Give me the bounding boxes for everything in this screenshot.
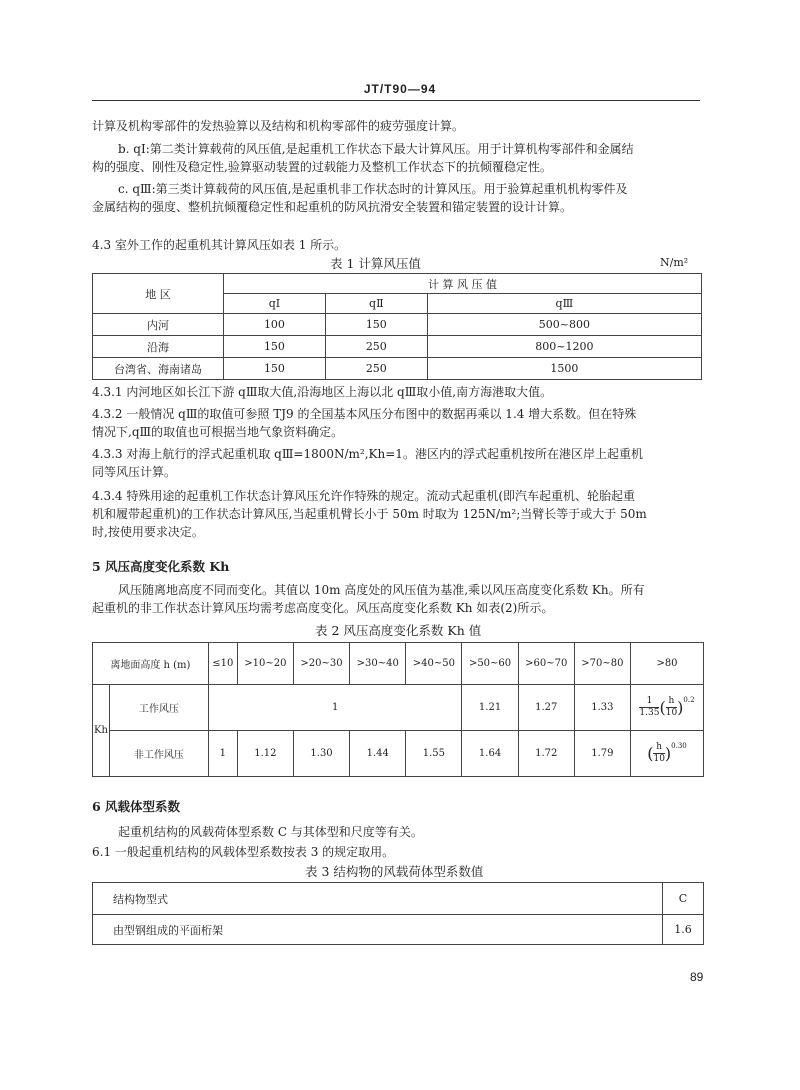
paragraph: 风压随离地高度不同而变化。其值以 10m 高度处的风压值为基准,乘以风压高度变化系数 Kh。所有 — [118, 583, 645, 597]
table3-cell: 1.6 — [663, 915, 704, 945]
clause-6-1: 6.1 一般起重机结构的风载体型系数按表 3 的规定取用。 — [92, 845, 395, 859]
table2-row-work: 工作风压 — [110, 685, 209, 731]
table2-caption: 表 2 风压高度变化系数 Kh 值 — [315, 623, 482, 638]
table1-col-q3: qⅢ — [427, 294, 701, 314]
table2-corner: 离地面高度 h (m) — [93, 643, 209, 685]
table1-cell: 150 — [224, 358, 326, 380]
clause-4-3-4-cont: 机和履带起重机)的工作状态计算风压,当起重机臂长小于 50m 时取为 125N/m²;当臂长等于或大于 50m — [92, 507, 647, 521]
table2-cell: 1.79 — [574, 731, 630, 777]
table2-cell: 1.30 — [293, 731, 349, 777]
table3 — [92, 882, 704, 945]
clause-4-3-3-cont: 同等风压计算。 — [92, 465, 177, 479]
clause-4-3: 4.3 室外工作的起重机其计算风压如表 1 所示。 — [92, 238, 347, 252]
clause-4-3-1: 4.3.1 内河地区如长江下游 qⅢ取大值,沿海地区上海以北 qⅢ取小值,南方海港取大值。 — [92, 385, 553, 399]
section-6-title: 6 风载体型系数 — [92, 799, 181, 814]
table1 — [92, 273, 702, 380]
table1-cell: 内河 — [93, 314, 224, 336]
table2-col: >70~80 — [574, 643, 630, 685]
paragraph: c. qⅢ:第三类计算载荷的风压值,是起重机非工作状态时的计算风压。用于验算起重机机构零件及 — [118, 182, 628, 196]
paragraph: 计算及机构零部件的发热验算以及结构和机构零部件的疲劳强度计算。 — [92, 119, 465, 133]
table1-col-q1: qⅠ — [224, 294, 326, 314]
table3-cell: 由型钢组成的平面桁架 — [93, 915, 663, 945]
table1-cell: 500~800 — [427, 314, 701, 336]
table1-header-group: 计 算 风 压 值 — [224, 274, 702, 294]
table2-col: ≤10 — [208, 643, 237, 685]
table2-cell: 1.72 — [518, 731, 574, 777]
table3-header-c: C — [663, 883, 704, 915]
table1-cell: 台湾省、海南诸岛 — [93, 358, 224, 380]
table1-header-region: 地 区 — [93, 274, 224, 314]
table2-col: >60~70 — [518, 643, 574, 685]
table1-cell: 150 — [325, 314, 427, 336]
table1-col-q2: qⅡ — [325, 294, 427, 314]
paragraph: 起重机结构的风载荷体型系数 C 与其体型和尺度等有关。 — [118, 825, 423, 839]
table2-formula-nonwork: ( $\frac{h}{10})^{0.30}$ — [631, 731, 704, 777]
clause-4-3-3: 4.3.3 对海上航行的浮式起重机取 qⅢ=1800N/m²,Kh=1。港区内的浮式起重机按所在港区岸上起重机 — [92, 447, 643, 461]
paragraph: 构的强度、刚性及稳定性,验算驱动装置的过载能力及整机工作状态下的抗倾覆稳定性。 — [92, 160, 552, 174]
table2-cell: 1.55 — [406, 731, 462, 777]
table2-cell: 1.44 — [350, 731, 406, 777]
clause-4-3-2-cont: 情况下,qⅢ的取值也可根据当地气象资料确定。 — [92, 425, 344, 439]
table2-cell: 1 — [208, 731, 237, 777]
table1-cell: 150 — [224, 336, 326, 358]
table1-cell: 1500 — [427, 358, 701, 380]
table1-unit: N/m² — [660, 256, 689, 269]
paragraph: b. qⅠ:第二类计算载荷的风压值,是起重机工作状态下最大计算风压。用于计算机构零部件和金属结 — [118, 142, 634, 156]
table2-cell: 1.12 — [237, 731, 293, 777]
table1-cell: 250 — [325, 336, 427, 358]
table2-formula-work: $\frac{1}{1.35}$( $\frac{h}{10})^{0.2}$ — [631, 685, 704, 731]
table3-header-type: 结构物型式 — [93, 883, 663, 915]
clause-4-3-4-cont: 时,按使用要求决定。 — [92, 525, 204, 539]
page-header: JT/T90—94 — [363, 82, 437, 96]
table2-cell-work-span: 1 — [208, 685, 462, 731]
table1-caption: 表 1 计算风压值 — [330, 256, 421, 271]
table2-row-nonwork: 非工作风压 — [110, 731, 209, 777]
table2-cell: 1.27 — [518, 685, 574, 731]
header-rule — [92, 100, 700, 101]
table2-cell: 1.64 — [462, 731, 518, 777]
page-number: 89 — [690, 970, 704, 984]
section-5-title: 5 风压高度变化系数 Kh — [92, 559, 230, 574]
table2-col: >20~30 — [293, 643, 349, 685]
table1-cell: 250 — [325, 358, 427, 380]
paragraph: 金属结构的强度、整机抗倾覆稳定性和起重机的防风抗滑安全装置和锚定装置的设计计算。 — [92, 200, 573, 214]
table1-cell: 沿海 — [93, 336, 224, 358]
table2-col: >40~50 — [406, 643, 462, 685]
table2-cell: 1.21 — [462, 685, 518, 731]
clause-4-3-4: 4.3.4 特殊用途的起重机工作状态计算风压允许作特殊的规定。流动式起重机(即汽车起重机、轮胎起重 — [92, 489, 636, 503]
table1-cell: 800~1200 — [427, 336, 701, 358]
table2-col: >50~60 — [462, 643, 518, 685]
table1-cell: 100 — [224, 314, 326, 336]
table2-col: >10~20 — [237, 643, 293, 685]
table3-caption: 表 3 结构物的风载荷体型系数值 — [305, 864, 484, 879]
table2-cell: 1.33 — [574, 685, 630, 731]
table2-col: >30~40 — [350, 643, 406, 685]
paragraph: 起重机的非工作状态计算风压均需考虑高度变化。风压高度变化系数 Kh 如表(2)所示。 — [92, 601, 554, 615]
clause-4-3-2: 4.3.2 一般情况 qⅢ的取值可参照 TJ9 的全国基本风压分布图中的数据再乘以 1.4 增大系数。但在特殊 — [92, 407, 637, 421]
table2-kh-label: Kh — [93, 685, 110, 777]
table2 — [92, 642, 704, 777]
table2-col: >80 — [631, 643, 704, 685]
